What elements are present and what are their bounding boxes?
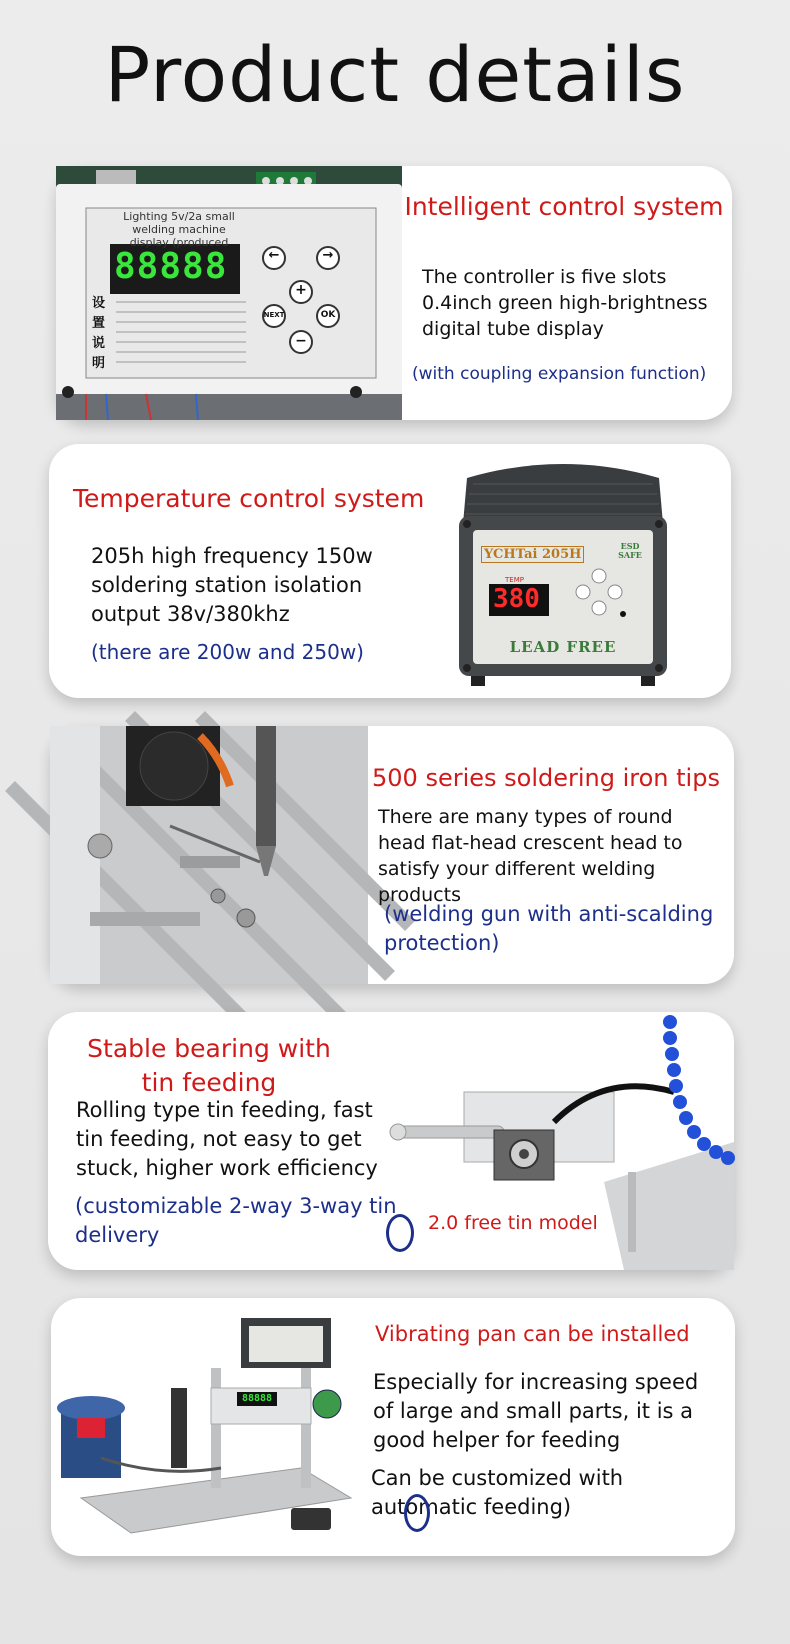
section-note: Can be customized with automatic feeding): [371, 1466, 624, 1519]
section-note: (welding gun with anti-scalding protection): [384, 902, 714, 955]
section-heading: Intelligent control system: [404, 192, 724, 221]
station-esd: ESD SAFE: [618, 541, 642, 560]
card-tin-feeding: [48, 1012, 734, 1270]
btn-left-label: ←: [268, 248, 280, 263]
station-temp-value: 380: [493, 584, 540, 614]
tin-model-caption: 2.0 free tin model: [428, 1212, 598, 1234]
section-note: (with coupling expansion function): [412, 364, 707, 384]
page-title: Product details: [104, 30, 686, 119]
station-brand: YCHTai 205H: [481, 546, 584, 563]
station-temp-label: TEMP: [505, 576, 524, 584]
btn-next-label: NEXT: [263, 311, 285, 319]
section-body: Rolling type tin feeding, fast tin feeding, not easy to get stuck, higher work efficiency: [76, 1098, 378, 1180]
side-label: 置: [92, 316, 106, 331]
card-soldering-tips: [50, 726, 734, 984]
vibrating-pan-photo: [61, 1308, 361, 1548]
automatic-marker: [404, 1494, 430, 1532]
soldering-tip-photo: [50, 726, 368, 984]
btn-minus-label: −: [295, 333, 307, 349]
section-body: There are many types of round head flat-head crescent head to satisfy your different welding products: [378, 806, 683, 906]
card-intelligent-control: [56, 166, 732, 420]
tin-model-marker: [386, 1214, 414, 1252]
section-note: (there are 200w and 250w): [91, 640, 364, 664]
section-heading: Vibrating pan can be installed: [375, 1322, 690, 1346]
controller-side-labels: [92, 294, 110, 374]
soldering-station-photo: [453, 454, 673, 688]
section-heading: Temperature control system: [73, 484, 425, 513]
btn-ok-label: OK: [320, 310, 336, 320]
section-heading: Stable bearing with tin feeding: [87, 1034, 331, 1097]
btn-plus-label: +: [295, 282, 307, 298]
section-body: Especially for increasing speed of large and small parts, it is a good helper for feeding: [373, 1370, 699, 1452]
section-note: (customizable 2-way 3-way tin delivery: [75, 1194, 397, 1247]
section-heading: 500 series soldering iron tips: [372, 764, 720, 792]
section-body: The controller is five slots 0.4inch green high-brightness digital tube display: [422, 266, 708, 340]
controller-photo: [56, 166, 402, 420]
controller-panel-text: Lighting 5v/2a small welding machine display (produced: [123, 210, 235, 249]
side-label: 明: [92, 356, 106, 371]
controller-display-digits: 88888: [114, 246, 228, 287]
section-body: 205h high frequency 150w soldering station isolation output 38v/380khz: [91, 544, 373, 626]
pan-display-digits: 88888: [241, 1393, 273, 1404]
btn-right-label: →: [322, 248, 334, 263]
station-footer: LEAD FREE: [509, 638, 617, 656]
card-vibrating-pan: [51, 1298, 735, 1556]
side-label: 说: [92, 336, 106, 351]
side-label: 设: [92, 296, 106, 311]
card-temperature-control: [49, 444, 731, 698]
